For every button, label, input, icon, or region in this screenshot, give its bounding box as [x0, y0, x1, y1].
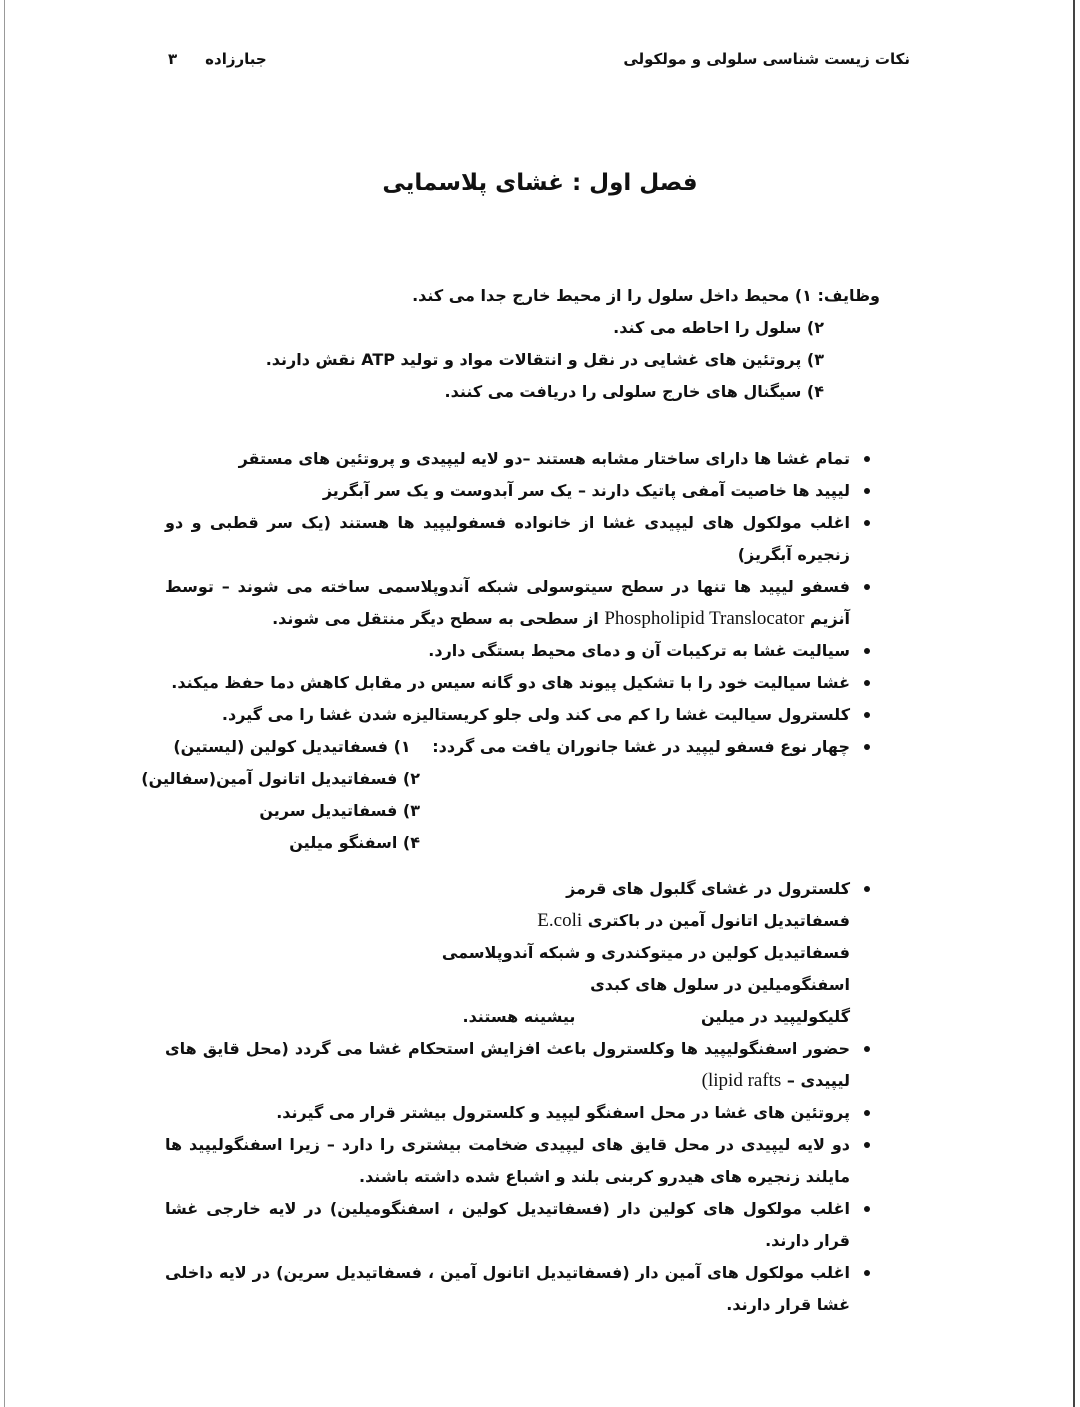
phospholipid-3: ۳) فسفاتیدیل سرین	[259, 801, 420, 820]
bullet-item-8	[165, 731, 850, 763]
duty-text-1: ۱) محیط داخل سلول را از محیط خارج جدا می کند.	[412, 286, 812, 305]
phospholipid-1: ۱) فسفاتیدیل کولین (لیستین)	[173, 737, 411, 756]
bullet-8-intro: چهار نوع فسفو لیپید در غشا جانوران یافت می گردد:	[432, 737, 850, 756]
bullet-item-1: تمام غشا ها دارای ساختار مشابه هستند –دو لایه لیپیدی و پروتئین های مستقر	[165, 443, 850, 475]
duty-item-3: ۳) پروتئین های غشایی در نقل و انتقالات مواد و تولید ATP نقش دارند.	[265, 350, 824, 369]
bullet-9-line-2	[165, 905, 850, 937]
ecoli-label: E.coli	[537, 910, 583, 931]
bullet-item-3: اغلب مولکول های لیپیدی غشا از خانواده فسفولیپید ها هستند (یک سر قطبی و دو زنجیره آبگریز)	[165, 507, 850, 571]
duty-item-2: ۲) سلول را احاطه می کند.	[613, 318, 824, 337]
header-page-number: ۳	[168, 50, 178, 68]
chapter-title: فصل اول : غشای پلاسمایی	[382, 170, 698, 196]
phospholipid-4: ۴) اسفنگو میلین	[289, 833, 420, 852]
bullet-item-4	[165, 571, 850, 635]
duty-item-1	[180, 280, 880, 312]
bullet-item-14: اغلب مولکول های آمین دار (فسفاتیدیل اتانول آمین ، فسفاتیدیل سرین) در لایه داخلی غشا قرار دارند.	[165, 1257, 850, 1321]
duties-list	[180, 280, 880, 408]
bullet-10-text: حضور اسفنگولیپید ها وکلسترول باعث افزایش استحکام غشا می گردد (محل قایق های لیپیدی –	[165, 1039, 850, 1090]
bullet-4-enzyme: Phospholipid Translocator	[604, 608, 805, 629]
bullet-4-text-b: از سطحی به سطح دیگر منتقل می شوند.	[272, 609, 599, 628]
header-title: نکات زیست شناسی سلولی و مولکولی	[623, 50, 910, 68]
phospholipid-2: ۲) فسفاتیدیل اتانول آمین(سفالین)	[141, 769, 420, 788]
bullet-item-11: پروتئین های غشا در محل اسفنگو لیپید و کلسترول بیشتر قرار می گیرند.	[165, 1097, 850, 1129]
lipid-rafts-label: lipid rafts)	[701, 1070, 782, 1091]
bullet-9-line-5-text: گلیکولیپید در میلین	[700, 1007, 850, 1026]
bullet-item-13: اغلب مولکول های کولین دار (فسفاتیدیل کولین ، اسفنگومیلین) در لایه خارجی غشا قرار دارند.	[165, 1193, 850, 1257]
header-author-page	[168, 50, 267, 68]
bullet-9-line-3: فسفاتیدیل کولین در میتوکندری و شبکه آندوپلاسمی	[441, 943, 850, 962]
bullet-9-line-2-text: فسفاتیدیل اتانول آمین در باکتری	[587, 911, 850, 930]
bullet-list	[141, 443, 850, 1321]
bullet-item-5: سیالیت غشا به ترکیبات آن و دمای محیط بستگی دارد.	[165, 635, 850, 667]
bullet-9-line-4: اسفنگومیلین در سلول های کبدی	[590, 975, 850, 994]
duty-item-4: ۴) سیگنال های خارج سلولی را دریافت می کنند.	[444, 382, 824, 401]
bullet-item-9: کلسترول در غشای گلبول های قرمز	[165, 873, 850, 905]
duties-label: وظایف:	[817, 286, 880, 305]
bullet-item-12: دو لایه لیپیدی در محل قایق های لیپیدی ضخامت بیشتری را دارد – زیرا اسفنگولیپید ها مایلند زنجیره های هیدرو کربنی بلند و اشباع شده داشته باشند.	[165, 1129, 850, 1193]
bullet-item-7: کلسترول سیالیت غشا را کم می کند ولی جلو کریستالیزه شدن غشا را می گیرد.	[165, 699, 850, 731]
bullet-item-2: لیپید ها خاصیت آمفی پاتیک دارند – یک سر آبدوست و یک سر آبگریز	[165, 475, 850, 507]
bullet-item-6: غشا سیالیت خود را با تشکیل پیوند های دو گانه سیس در مقابل کاهش دما حفظ میکند.	[165, 667, 850, 699]
spacer	[165, 859, 850, 873]
bullet-9-suffix: بیشینه هستند.	[462, 1007, 576, 1026]
bullet-item-10	[165, 1033, 850, 1097]
header-author: جبارزاده	[205, 50, 267, 68]
bullet-4-text-a: فسفو لیپید ها تنها در سطح سیتوسولی شبکه آندوپلاسمی ساخته می شوند – توسط آنزیم	[165, 577, 850, 628]
bullet-9-line-5	[165, 1001, 850, 1033]
